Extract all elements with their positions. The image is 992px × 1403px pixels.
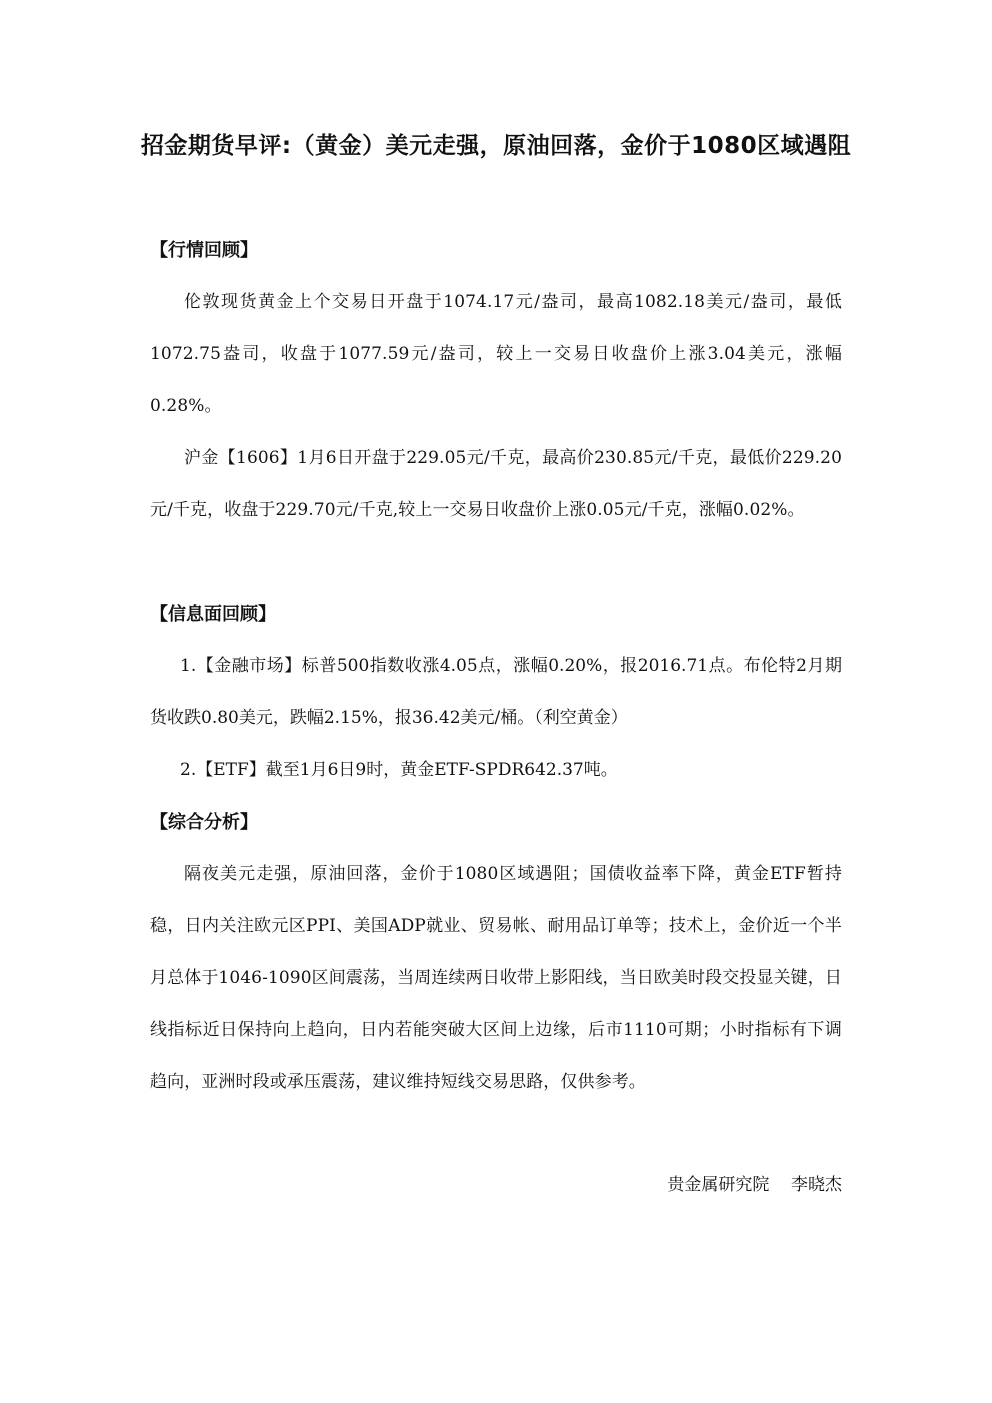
paragraph-london-gold: 伦敦现货黄金上个交易日开盘于1074.17元/盎司，最高1082.18美元/盎司，最低1072.75盎司，收盘于1077.59元/盎司，较上一交易日收盘价上涨3.04美元，涨幅0.28%。 xyxy=(150,292,842,416)
paragraph-shanghai-gold: 沪金【1606】1月6日开盘于229.05元/千克，最高价230.85元/千克，最低价229.20元/千克，收盘于229.70元/千克,较上一交易日收盘价上涨0.05元/千克，涨幅0.02%。 xyxy=(150,448,842,520)
section-heading-info-review: 【信息面回顾】 xyxy=(150,604,276,625)
paragraph-analysis: 隔夜美元走强，原油回落，金价于1080区域遇阻；国债收益率下降，黄金ETF暂持稳，日内关注欧元区PPI、美国ADP就业、贸易帐、耐用品订单等；技术上，金价近一个半月总体于1046-1090区间震荡，当周连续两日收带上影阳线，当日欧美时段交投显关键，日线指标近日保持向上趋向，日内若能突破大区间上边缘，后市1110可期；小时指标有下调趋向，亚洲时段或承压震荡，建议维持短线交易思路，仅供参考。 xyxy=(150,864,842,1092)
list-item-etf: 2.【ETF】截至1月6日9时，黄金ETF-SPDR642.37吨。 xyxy=(180,760,618,780)
list-item-financial-market: 1.【金融市场】标普500指数收涨4.05点，涨幅0.20%，报2016.71点。布伦特2月期货收跌0.80美元，跌幅2.15%，报36.42美元/桶。（利空黄金） xyxy=(150,656,842,728)
author-signature: 贵金属研究院 李晓杰 xyxy=(667,1175,842,1195)
section-heading-analysis: 【综合分析】 xyxy=(150,812,258,833)
document-title: 招金期货早评:（黄金）美元走强，原油回落，金价于1080区域遇阻 xyxy=(140,133,852,159)
section-heading-market-review: 【行情回顾】 xyxy=(150,240,258,261)
